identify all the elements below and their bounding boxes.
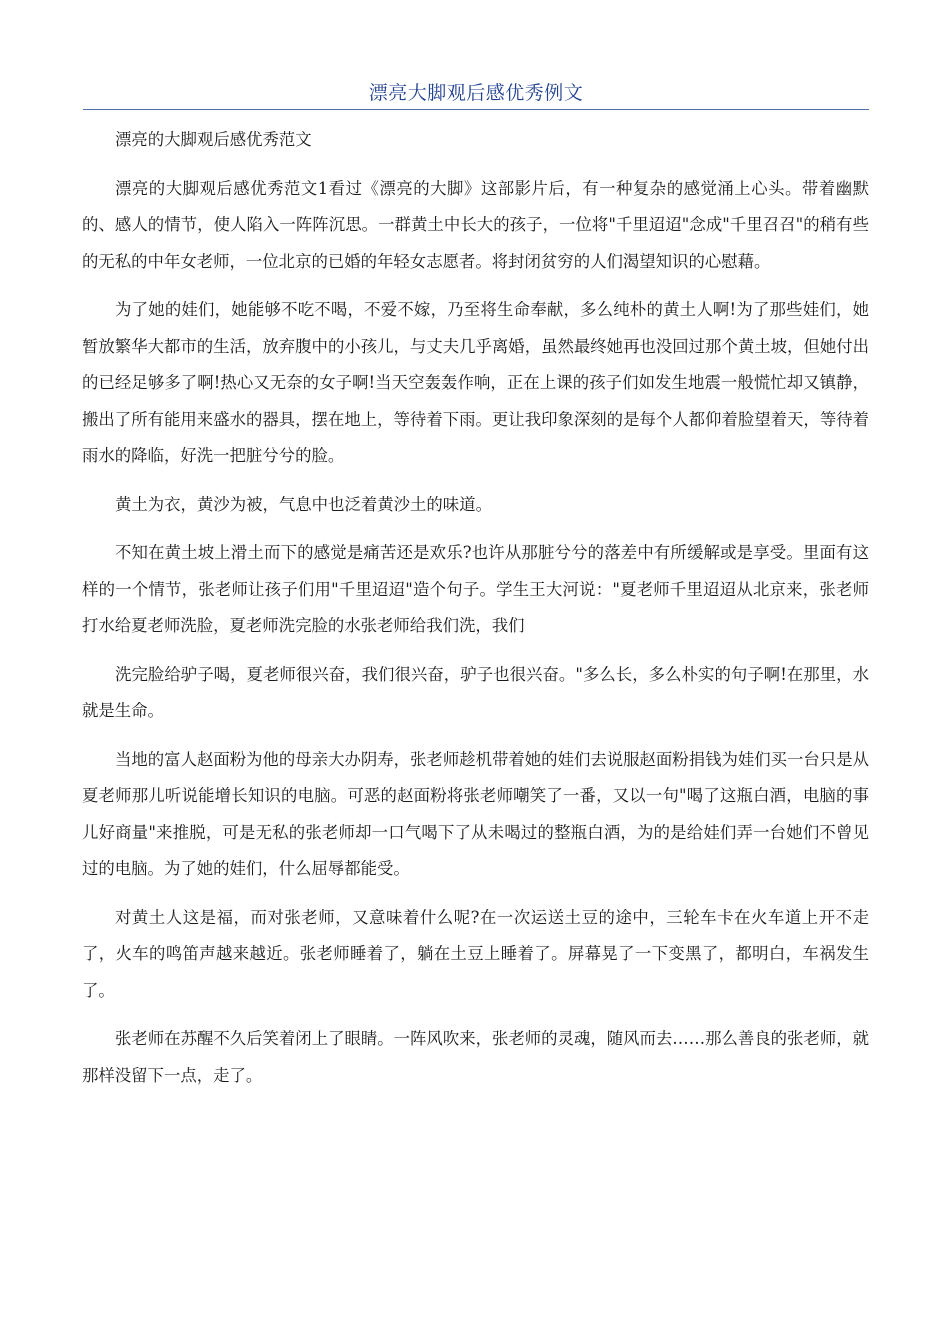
body-paragraph: 黄土为衣，黄沙为被，气息中也泛着黄沙土的味道。 [115, 494, 492, 514]
body-paragraph: 对黄土人这是福，而对张老师，又意味着什么呢?在一次运送土豆的途中，三轮车卡在火车道上开不走了，火车的鸣笛声越来越近。张老师睡着了，躺在土豆上睡着了。屏幕晃了一下变黑了，都明白，车祸发生了。 [82, 907, 869, 1000]
body-paragraph: 张老师在苏醒不久后笑着闭上了眼睛。一阵风吹来，张老师的灵魂，随风而去……那么善良的张老师，就那样没留下一点，走了。 [82, 1029, 869, 1085]
header-divider [83, 109, 869, 110]
body-paragraph: 当地的富人赵面粉为他的母亲大办阴寿，张老师趁机带着她的娃们去说服赵面粉捐钱为娃们买一台只是从夏老师那儿听说能增长知识的电脑。可恶的赵面粉将张老师嘲笑了一番，又以一句"喝了这瓶白酒，电脑的事儿好商量"来推脱，可是无私的张老师却一口气喝下了从未喝过的整瓶白酒，为的是给娃们弄一台她们不曾见过的电脑。为了她的娃们，什么屈辱都能受。 [82, 749, 869, 878]
body-paragraph: 漂亮的大脚观后感优秀范文1看过《漂亮的大脚》这部影片后，有一种复杂的感觉涌上心头。带着幽默的、感人的情节，使人陷入一阵阵沉思。一群黄土中长大的孩子，一位将"千里迢迢"念成"千里召召"的稍有些的无私的中年女老师，一位北京的已婚的年轻女志愿者。将封闭贫穷的人们渴望知识的心慰藉。 [82, 178, 869, 271]
body-paragraph: 不知在黄土坡上滑土而下的感觉是痛苦还是欢乐?也许从那脏兮兮的落差中有所缓解或是享受。里面有这样的一个情节，张老师让孩子们用"千里迢迢"造个句子。学生王大河说："夏老师千里迢迢从北京来，张老师打水给夏老师洗脸，夏老师洗完脸的水张老师给我们洗，我们 [82, 543, 869, 635]
subtitle-paragraph: 漂亮的大脚观后感优秀范文 [115, 130, 312, 149]
document-body [82, 122, 869, 1106]
document-header [83, 80, 869, 110]
document-title: 漂亮大脚观后感优秀例文 [368, 82, 584, 104]
body-paragraph: 洗完脸给驴子喝，夏老师很兴奋，我们很兴奋，驴子也很兴奋。"多么长，多么朴实的句子啊!在那里，水就是生命。 [82, 664, 869, 720]
body-paragraph: 为了她的娃们，她能够不吃不喝，不爱不嫁，乃至将生命奉献，多么纯朴的黄土人啊!为了那些娃们，她暂放繁华大都市的生活，放弃腹中的小孩儿，与丈夫几乎离婚，虽然最终她再也没回过那个黄土坡，但她付出的已经足够多了啊!热心又无奈的女子啊!当天空轰轰作响，正在上课的孩子们如发生地震一般慌忙却又镇静，搬出了所有能用来盛水的器具，摆在地上，等待着下雨。更让我印象深刻的是每个人都仰着脸望着天，等待着雨水的降临，好洗一把脏兮兮的脸。 [82, 300, 869, 465]
